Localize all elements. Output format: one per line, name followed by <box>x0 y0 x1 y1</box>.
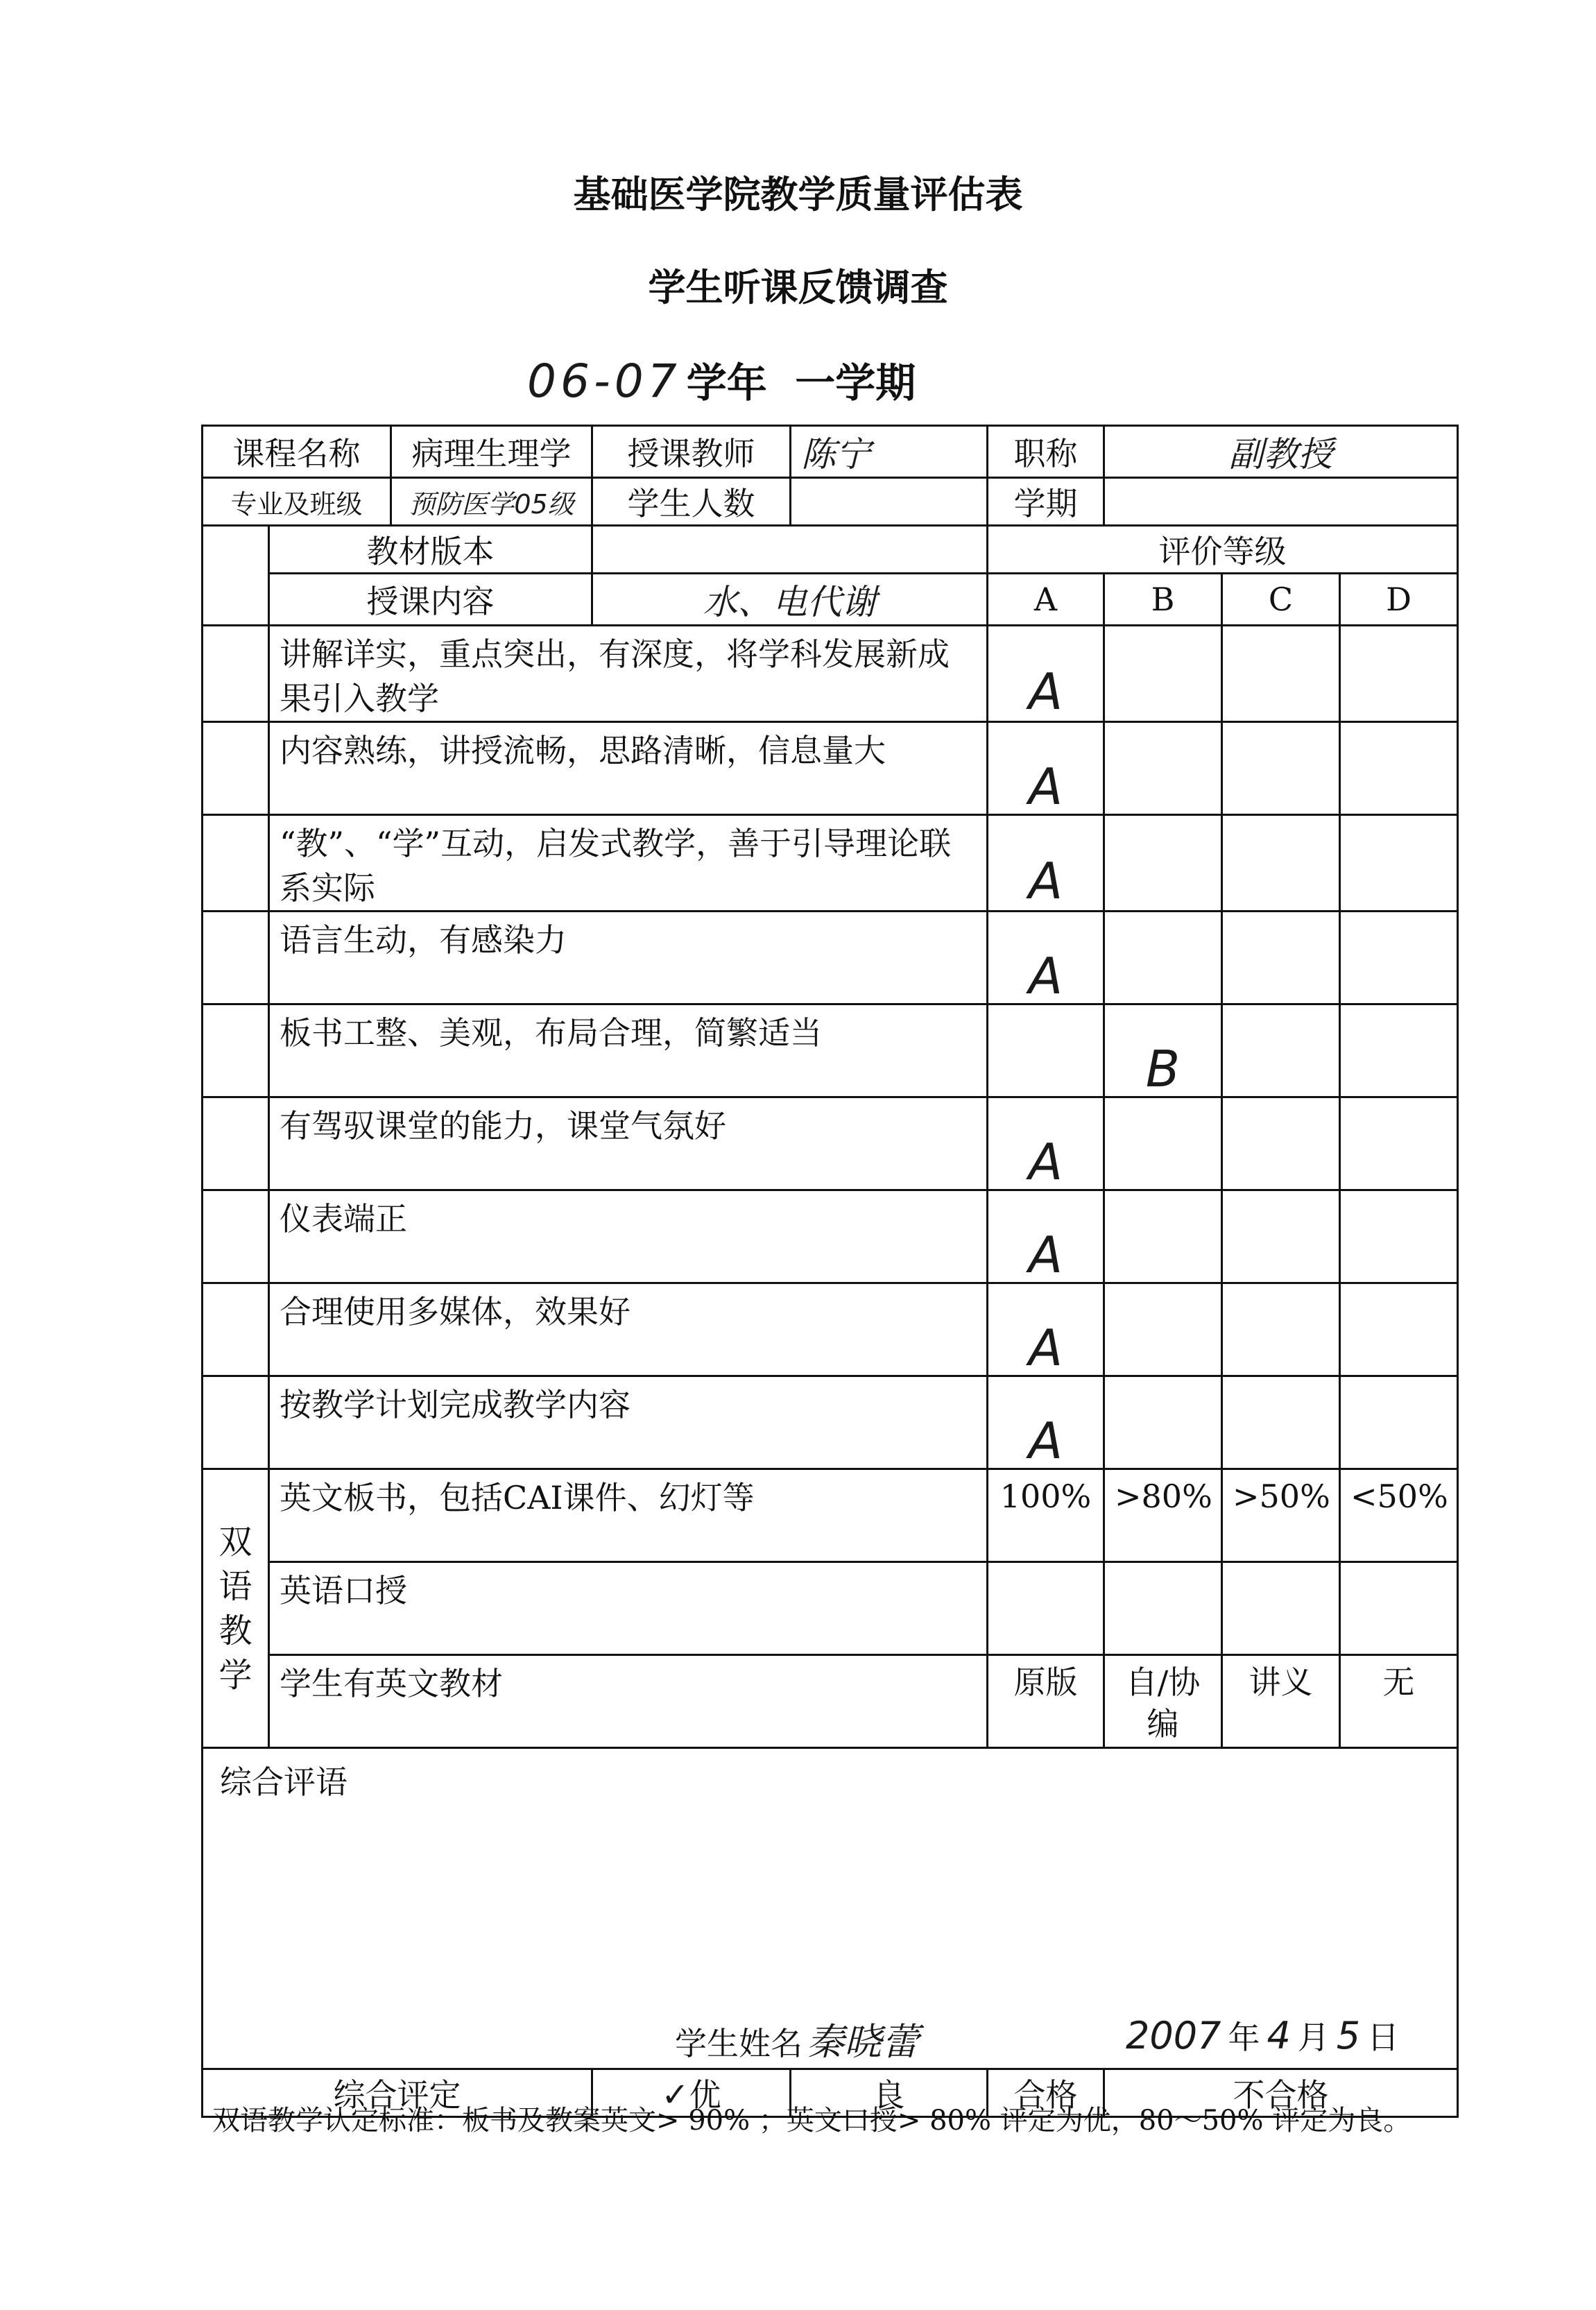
grade-mark: A <box>1028 662 1063 721</box>
grade-mark: A <box>1028 1318 1063 1376</box>
grade-cell-c <box>1222 1097 1340 1190</box>
criterion-text: 按教学计划完成教学内容 <box>269 1376 988 1469</box>
sign-date: 2007 年 4 月 5 日 <box>1126 2014 1400 2057</box>
bilingual-item-text: 英语口授 <box>269 1562 988 1655</box>
title-value: 副教授 <box>1104 426 1458 478</box>
semester-label: 学期 <box>988 478 1104 526</box>
grade-cell-b <box>1104 815 1222 912</box>
bilingual-option <box>1340 1562 1458 1655</box>
grade-cell-a <box>988 815 1104 912</box>
grade-cell-c <box>1222 1376 1340 1469</box>
grade-cell-d <box>1340 626 1458 722</box>
grade-cell-a <box>988 1283 1104 1376</box>
criterion-text: 仪表端正 <box>269 1190 988 1283</box>
grade-cell-a <box>988 626 1104 722</box>
grade-cell-a <box>988 912 1104 1004</box>
grade-cell-d <box>1340 1283 1458 1376</box>
term-line <box>527 350 916 409</box>
bilingual-option: <50% <box>1340 1469 1458 1562</box>
blank-corner <box>203 526 269 626</box>
overall-option-excellent: ✓优 <box>592 2069 791 2117</box>
date-year: 2007 <box>1126 2014 1221 2057</box>
grade-cell-c <box>1222 1004 1340 1097</box>
bilingual-option <box>988 1562 1104 1655</box>
grade-cell-c <box>1222 912 1340 1004</box>
grade-cell-c <box>1222 1190 1340 1283</box>
content-row <box>203 574 1458 626</box>
grade-cell-c <box>1222 722 1340 815</box>
textbook-label: 教材版本 <box>269 526 592 574</box>
bilingual-option: 自/协编 <box>1104 1655 1222 1748</box>
bilingual-item-text: 英文板书，包括CAI课件、幻灯等 <box>269 1469 988 1562</box>
grade-cell-c <box>1222 1283 1340 1376</box>
bilingual-side-label: 双 语 教 学 <box>203 1469 269 1748</box>
bilingual-option <box>1104 1562 1222 1655</box>
criterion-row <box>203 722 1458 815</box>
student-name-label: 学生姓名 <box>675 2025 803 2062</box>
criterion-text: 讲解详实，重点突出，有深度，将学科发展新成果引入教学 <box>269 626 988 722</box>
term-semester-label: 一学期 <box>795 359 916 407</box>
content-value: 水、电代谢 <box>592 574 988 626</box>
grade-mark: A <box>1028 946 1063 1004</box>
major-class-label: 专业及班级 <box>203 478 391 526</box>
students-value <box>791 478 988 526</box>
grade-cell-b <box>1104 1004 1222 1097</box>
grade-cell-d <box>1340 1376 1458 1469</box>
grade-cell-c <box>1222 626 1340 722</box>
info-row-1 <box>203 426 1458 478</box>
term-year-label: 学年 <box>686 359 767 407</box>
evaluation-table <box>201 425 1459 2118</box>
criterion-row <box>203 912 1458 1004</box>
teacher-value: 陈宁 <box>791 426 988 478</box>
grade-header-c: C <box>1222 574 1340 626</box>
bilingual-option: 无 <box>1340 1655 1458 1748</box>
info-row-2 <box>203 478 1458 526</box>
grade-header-b: B <box>1104 574 1222 626</box>
content-label: 授课内容 <box>269 574 592 626</box>
textbook-value <box>592 526 988 574</box>
criterion-row <box>203 1097 1458 1190</box>
grade-cell-b <box>1104 626 1222 722</box>
overall-option-pass: 合格 <box>988 2069 1104 2117</box>
remarks-cell <box>203 1748 1458 2069</box>
bilingual-row <box>203 1562 1458 1655</box>
date-day: 5 <box>1336 2014 1361 2057</box>
form-subtitle: 学生听课反馈调查 <box>648 265 948 309</box>
bilingual-option: 100% <box>988 1469 1104 1562</box>
criterion-text: 内容熟练，讲授流畅，思路清晰，信息量大 <box>269 722 988 815</box>
grade-cell-b <box>1104 1097 1222 1190</box>
student-signature <box>675 2012 919 2066</box>
overall-option-fail: 不合格 <box>1104 2069 1458 2117</box>
criterion-row <box>203 1376 1458 1469</box>
criterion-row <box>203 1190 1458 1283</box>
bilingual-option: >80% <box>1104 1469 1222 1562</box>
bilingual-row <box>203 1469 1458 1562</box>
grade-cell-d <box>1340 912 1458 1004</box>
criterion-text: 合理使用多媒体，效果好 <box>269 1283 988 1376</box>
grade-mark: A <box>1028 1225 1063 1283</box>
bilingual-row <box>203 1655 1458 1748</box>
criterion-text: 板书工整、美观，布局合理，简繁适当 <box>269 1004 988 1097</box>
grade-cell-d <box>1340 1097 1458 1190</box>
grade-mark: A <box>1028 852 1063 910</box>
grade-cell-a <box>988 722 1104 815</box>
bilingual-option: 讲义 <box>1222 1655 1340 1748</box>
criterion-row <box>203 1283 1458 1376</box>
students-label: 学生人数 <box>592 478 791 526</box>
grade-mark: B <box>1145 1039 1181 1097</box>
grade-header-d: D <box>1340 574 1458 626</box>
rating-header: 评价等级 <box>988 526 1458 574</box>
grade-cell-d <box>1340 722 1458 815</box>
title-label: 职称 <box>988 426 1104 478</box>
grade-cell-d <box>1340 1004 1458 1097</box>
grade-cell-a <box>988 1376 1104 1469</box>
criterion-row <box>203 1004 1458 1097</box>
grade-mark: A <box>1028 1411 1063 1469</box>
bilingual-option <box>1222 1562 1340 1655</box>
grade-cell-a <box>988 1004 1104 1097</box>
criterion-text: 有驾驭课堂的能力，课堂气氛好 <box>269 1097 988 1190</box>
grade-mark: A <box>1028 757 1063 815</box>
remarks-row <box>203 1748 1458 2069</box>
student-name: 秦晓蕾 <box>807 2020 919 2064</box>
date-month: 4 <box>1267 2014 1291 2057</box>
criterion-row <box>203 626 1458 722</box>
course-name-value: 病理生理学 <box>391 426 592 478</box>
bilingual-option: >50% <box>1222 1469 1340 1562</box>
grade-mark: A <box>1028 1132 1063 1190</box>
grade-cell-d <box>1340 1190 1458 1283</box>
grade-cell-b <box>1104 722 1222 815</box>
grade-header-a: A <box>988 574 1104 626</box>
grade-cell-a <box>988 1097 1104 1190</box>
grade-cell-b <box>1104 912 1222 1004</box>
grade-cell-b <box>1104 1190 1222 1283</box>
check-mark-icon: ✓ <box>661 2076 689 2114</box>
criterion-text: “教”、“学”互动，启发式教学，善于引导理论联系实际 <box>269 815 988 912</box>
grade-cell-c <box>1222 815 1340 912</box>
bilingual-option: 原版 <box>988 1655 1104 1748</box>
overall-option-good: 良 <box>791 2069 988 2117</box>
term-year-handwritten: 06-07 <box>527 354 681 408</box>
course-name-label: 课程名称 <box>203 426 391 478</box>
grade-cell-b <box>1104 1376 1222 1469</box>
grade-cell-b <box>1104 1283 1222 1376</box>
remarks-label: 综合评语 <box>220 1763 347 1801</box>
teacher-label: 授课教师 <box>592 426 791 478</box>
overall-label: 综合评定 <box>203 2069 592 2117</box>
grade-cell-d <box>1340 815 1458 912</box>
footnote: 双语教学认定标准：板书及教案英文> 90% ；英文口授> 80% 评定为优，80～50% 评定为良。 <box>212 2105 1411 2137</box>
form-title: 基础医学院教学质量评估表 <box>573 172 1023 216</box>
bilingual-item-text: 学生有英文教材 <box>269 1655 988 1748</box>
criterion-row <box>203 815 1458 912</box>
textbook-row <box>203 526 1458 574</box>
grade-cell-a <box>988 1190 1104 1283</box>
criterion-text: 语言生动，有感染力 <box>269 912 988 1004</box>
major-class-value: 预防医学05级 <box>391 478 592 526</box>
semester-value <box>1104 478 1458 526</box>
